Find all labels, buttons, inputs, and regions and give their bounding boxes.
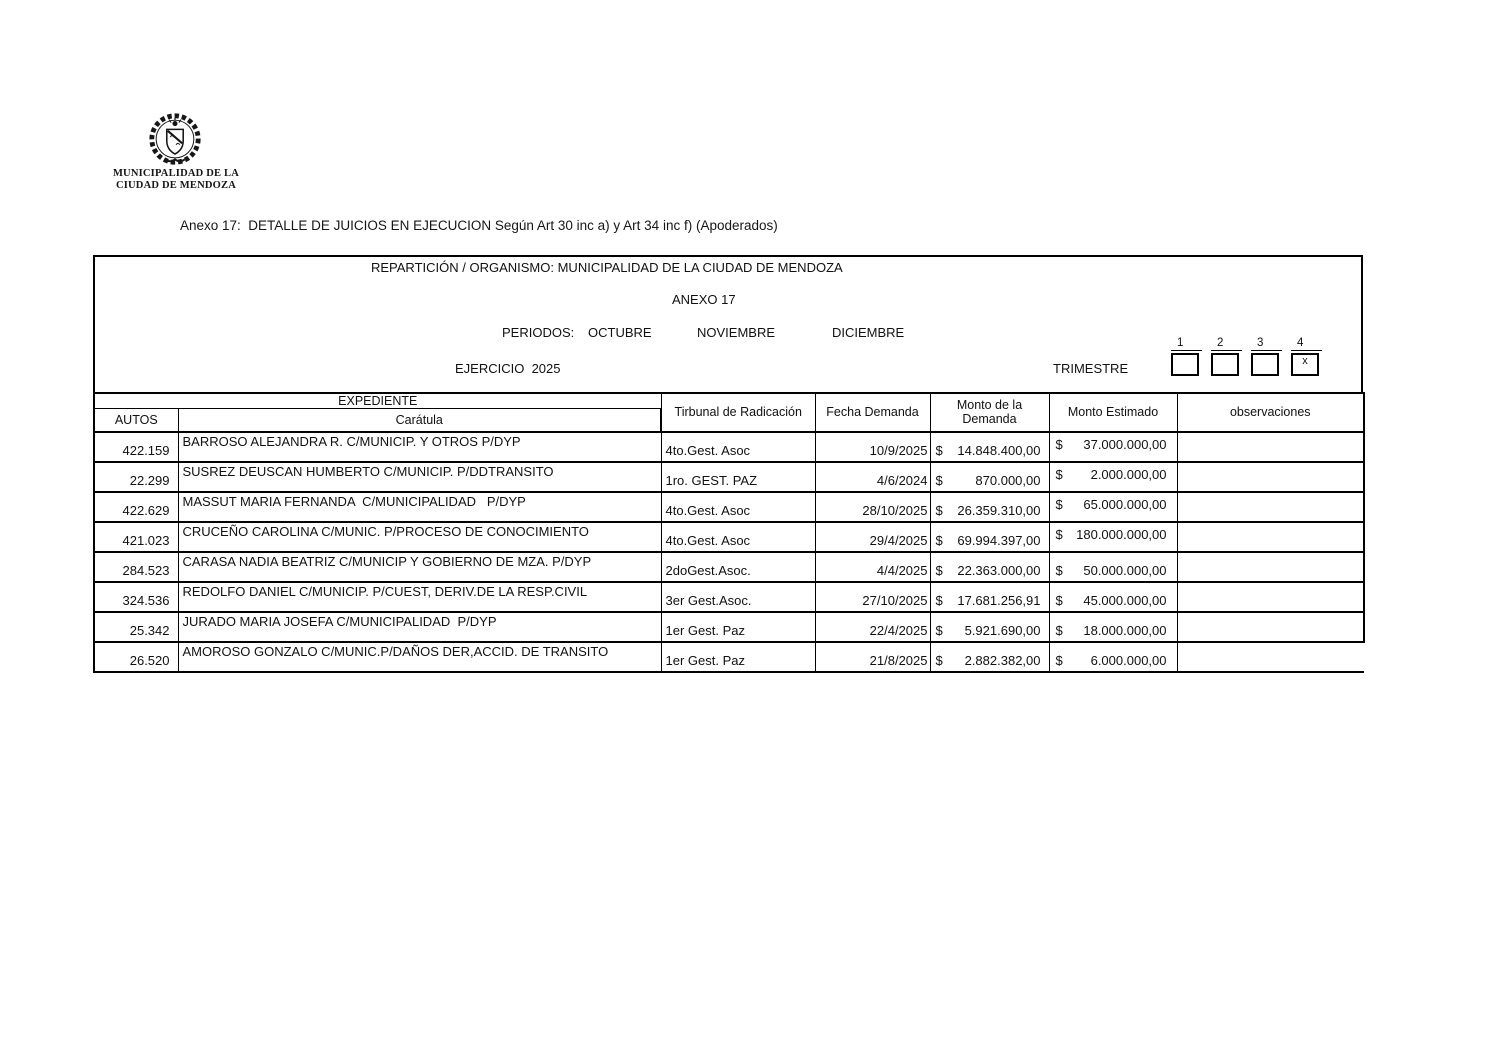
periodo-octubre: OCTUBRE: [588, 325, 652, 340]
monto-demanda-cell: [930, 582, 1049, 612]
municipality-crest-icon: [146, 111, 204, 169]
monto-estimado-cell: [1049, 492, 1177, 522]
monto-demanda-value: 2.882.382,00: [964, 652, 1041, 668]
municipality-name: [100, 168, 252, 191]
currency-sign: $: [1055, 496, 1063, 512]
monto-estimado-cell: [1049, 462, 1177, 492]
reparticion-line: REPARTICIÓN / ORGANISMO: MUNICIPALIDAD DE LA CIUDAD DE MENDOZA: [371, 260, 843, 275]
fecha-cell: 28/10/2025: [815, 492, 930, 522]
autos-cell: 421.023: [94, 522, 178, 552]
monto-demanda-cell: [930, 642, 1049, 672]
currency-sign: $: [935, 532, 943, 548]
header-autos: AUTOS: [94, 409, 178, 432]
trimestre-label: TRIMESTRE: [1053, 361, 1129, 376]
observaciones-cell: [1177, 582, 1364, 612]
tribunal-cell: 2doGest.Asoc.: [661, 552, 815, 582]
table-row: [94, 522, 1364, 552]
trimestre-number-3: 3: [1251, 337, 1282, 351]
tribunal-cell: 1ro. GEST. PAZ: [661, 462, 815, 492]
tribunal-cell: 1er Gest. Paz: [661, 642, 815, 672]
currency-sign: $: [935, 502, 943, 518]
currency-sign: $: [1055, 562, 1063, 578]
header-observaciones: observaciones: [1177, 393, 1364, 432]
trimestre-checkbox-1: [1171, 353, 1199, 376]
observaciones-cell: [1177, 492, 1364, 522]
caratula-cell: REDOLFO DANIEL C/MUNICIP. P/CUEST, DERIV.DE LA RESP.CIVIL: [178, 582, 661, 612]
trimestre-checkbox-2: [1211, 353, 1239, 376]
caratula-cell: BARROSO ALEJANDRA R. C/MUNICIP. Y OTROS P/DYP: [178, 432, 661, 462]
header-caratula: Carátula: [178, 409, 661, 432]
caratula-cell: MASSUT MARIA FERNANDA C/MUNICIPALIDAD P/DYP: [178, 492, 661, 522]
monto-estimado-cell: [1049, 432, 1177, 462]
monto-estimado-cell: [1049, 552, 1177, 582]
autos-cell: 22.299: [94, 462, 178, 492]
monto-estimado-cell: [1049, 522, 1177, 552]
fecha-cell: 21/8/2025: [815, 642, 930, 672]
header-fecha: Fecha Demanda: [815, 393, 930, 432]
fecha-cell: 27/10/2025: [815, 582, 930, 612]
table-row: [94, 432, 1364, 462]
observaciones-cell: [1177, 462, 1364, 492]
header-tribunal: Tirbunal de Radicación: [661, 393, 815, 432]
monto-demanda-value: 870.000,00: [975, 472, 1041, 488]
currency-sign: $: [1055, 436, 1063, 452]
trimestre-checkbox-4: x: [1291, 353, 1319, 376]
currency-sign: $: [1055, 466, 1063, 482]
periodos-label: PERIODOS:: [502, 325, 575, 340]
trimestre-option-3: [1251, 337, 1282, 376]
currency-sign: $: [1055, 526, 1063, 542]
tribunal-cell: 3er Gest.Asoc.: [661, 582, 815, 612]
monto-demanda-value: 14.848.400,00: [957, 442, 1041, 458]
trimestre-option-2: [1211, 337, 1242, 376]
monto-estimado-value: 2.000.000,00: [1090, 466, 1167, 482]
monto-demanda-cell: [930, 432, 1049, 462]
monto-estimado-cell: [1049, 612, 1177, 642]
currency-sign: $: [935, 472, 943, 488]
autos-cell: 284.523: [94, 552, 178, 582]
fecha-cell: 22/4/2025: [815, 612, 930, 642]
table-row: [94, 462, 1364, 492]
monto-estimado-value: 6.000.000,00: [1090, 652, 1167, 668]
monto-demanda-cell: [930, 462, 1049, 492]
currency-sign: $: [935, 652, 943, 668]
monto-demanda-value: 22.363.000,00: [957, 562, 1041, 578]
currency-sign: $: [935, 592, 943, 608]
currency-sign: $: [935, 442, 943, 458]
fecha-cell: 4/4/2025: [815, 552, 930, 582]
header-monto-estimado: Monto Estimado: [1049, 393, 1177, 432]
monto-demanda-value: 26.359.310,00: [957, 502, 1041, 518]
table-row: [94, 642, 1364, 672]
monto-demanda-cell: [930, 612, 1049, 642]
table-row: [94, 612, 1364, 642]
tribunal-cell: 1er Gest. Paz: [661, 612, 815, 642]
header-monto-demanda: Monto de la Demanda: [930, 393, 1049, 432]
form-header: [93, 255, 1363, 392]
annex-sheet: [93, 255, 1363, 673]
observaciones-cell: [1177, 432, 1364, 462]
header-expediente: EXPEDIENTE: [94, 393, 661, 409]
currency-sign: $: [1055, 652, 1063, 668]
monto-estimado-cell: [1049, 582, 1177, 612]
table-row: [94, 492, 1364, 522]
table-row: [94, 582, 1364, 612]
caratula-cell: CARASA NADIA BEATRIZ C/MUNICIP Y GOBIERNO DE MZA. P/DYP: [178, 552, 661, 582]
periodo-noviembre: NOVIEMBRE: [697, 325, 776, 340]
monto-estimado-value: 37.000.000,00: [1083, 436, 1167, 452]
trimestre-option-1: [1171, 337, 1202, 376]
caratula-cell: JURADO MARIA JOSEFA C/MUNICIPALIDAD P/DYP: [178, 612, 661, 642]
currency-sign: $: [935, 622, 943, 638]
observaciones-cell: [1177, 522, 1364, 552]
monto-demanda-value: 5.921.690,00: [964, 622, 1041, 638]
caratula-cell: SUSREZ DEUSCAN HUMBERTO C/MUNICIP. P/DDTRANSITO: [178, 462, 661, 492]
monto-estimado-value: 18.000.000,00: [1083, 622, 1167, 638]
monto-demanda-value: 17.681.256,91: [957, 592, 1041, 608]
currency-sign: $: [935, 562, 943, 578]
currency-sign: $: [1055, 622, 1063, 638]
currency-sign: $: [1055, 592, 1063, 608]
monto-demanda-value: 69.994.397,00: [957, 532, 1041, 548]
caratula-cell: AMOROSO GONZALO C/MUNIC.P/DAÑOS DER,ACCID. DE TRANSITO: [178, 642, 661, 672]
fecha-cell: 10/9/2025: [815, 432, 930, 462]
observaciones-cell: [1177, 642, 1364, 672]
trimestre-number-1: 1: [1171, 337, 1202, 351]
municipality-name-line2: CIUDAD DE MENDOZA: [115, 179, 237, 191]
monto-demanda-cell: [930, 492, 1049, 522]
juicios-table: [93, 392, 1365, 673]
monto-estimado-value: 50.000.000,00: [1083, 562, 1167, 578]
fecha-cell: 4/6/2024: [815, 462, 930, 492]
fecha-cell: 29/4/2025: [815, 522, 930, 552]
trimestre-option-4: [1291, 337, 1322, 376]
autos-cell: 26.520: [94, 642, 178, 672]
monto-estimado-cell: [1049, 642, 1177, 672]
observaciones-cell: [1177, 552, 1364, 582]
tribunal-cell: 4to.Gest. Asoc: [661, 522, 815, 552]
autos-cell: 25.342: [94, 612, 178, 642]
autos-cell: 324.536: [94, 582, 178, 612]
caratula-cell: CRUCEÑO CAROLINA C/MUNIC. P/PROCESO DE CONOCIMIENTO: [178, 522, 661, 552]
ejercicio-label: EJERCICIO 2025: [455, 361, 561, 376]
observaciones-cell: [1177, 612, 1364, 642]
trimestre-number-4: 4: [1291, 337, 1322, 351]
periodo-diciembre: DICIEMBRE: [832, 325, 905, 340]
monto-demanda-cell: [930, 552, 1049, 582]
table-row: [94, 552, 1364, 582]
municipality-name-line1: MUNICIPALIDAD DE LA: [112, 168, 240, 179]
autos-cell: 422.629: [94, 492, 178, 522]
anexo-label: ANEXO 17: [672, 292, 736, 307]
page-title: Anexo 17: DETALLE DE JUICIOS EN EJECUCION Según Art 30 inc a) y Art 34 inc f) (Apoderados): [180, 218, 778, 233]
trimestre-checkboxes: [1171, 337, 1322, 376]
tribunal-cell: 4to.Gest. Asoc: [661, 492, 815, 522]
monto-estimado-value: 180.000.000,00: [1076, 526, 1167, 542]
monto-estimado-value: 45.000.000,00: [1083, 592, 1167, 608]
trimestre-checkbox-3: [1251, 353, 1279, 376]
trimestre-number-2: 2: [1211, 337, 1242, 351]
monto-demanda-cell: [930, 522, 1049, 552]
tribunal-cell: 4to.Gest. Asoc: [661, 432, 815, 462]
autos-cell: 422.159: [94, 432, 178, 462]
monto-estimado-value: 65.000.000,00: [1083, 496, 1167, 512]
